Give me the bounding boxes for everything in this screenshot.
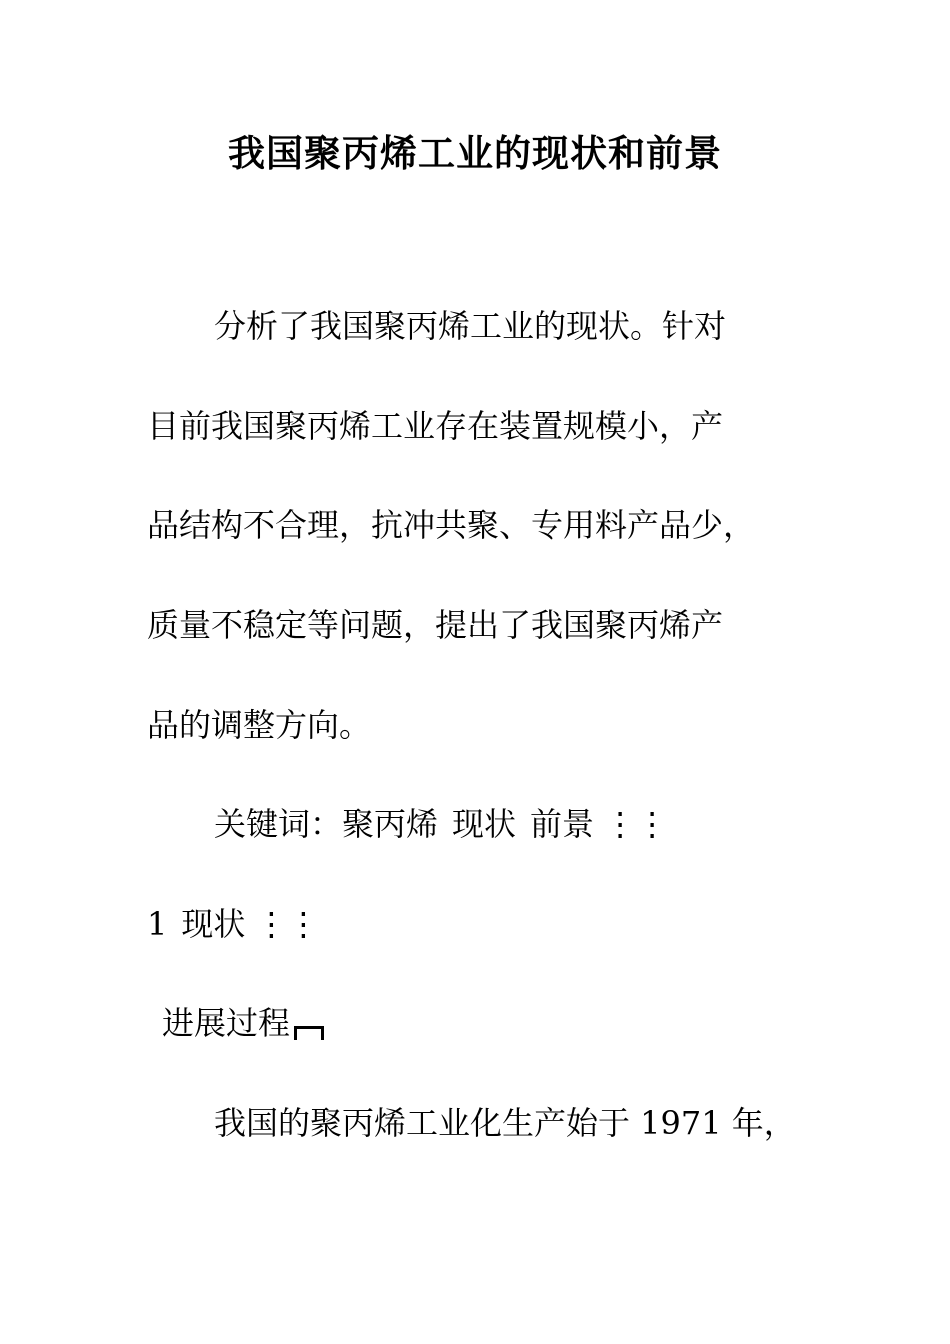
formatting-mark: ⋮⋮ <box>604 805 669 843</box>
section-title: 现状 <box>181 905 246 943</box>
document-title: 我国聚丙烯工业的现状和前景 <box>228 131 722 175</box>
subsection-title: 进展过程 <box>162 1004 291 1042</box>
abstract-line-3: 品结构不合理，抗冲共聚、专用料产品少， <box>147 506 756 544</box>
keywords-line <box>214 802 668 846</box>
formatting-mark: ⋮⋮ <box>255 905 320 943</box>
keyword-item: 聚丙烯 <box>342 805 439 843</box>
body-line-1: 我国的聚丙烯工业化生产始于 1971 年， <box>214 1104 796 1142</box>
formatting-mark-icon <box>294 1026 324 1040</box>
keywords-label: 关键词： <box>214 805 343 843</box>
abstract-line-5: 品的调整方向。 <box>147 706 372 744</box>
keyword-item: 现状 <box>452 805 517 843</box>
keyword-item: 前景 <box>530 805 595 843</box>
section-number: 1 <box>147 905 168 943</box>
section-heading <box>147 902 319 946</box>
abstract-line-4: 质量不稳定等问题，提出了我国聚丙烯产 <box>147 606 724 644</box>
abstract-line-1: 分析了我国聚丙烯工业的现状。针对 <box>214 307 727 345</box>
abstract-line-2: 目前我国聚丙烯工业存在装置规模小，产 <box>147 407 724 445</box>
subsection-heading <box>162 1001 324 1045</box>
